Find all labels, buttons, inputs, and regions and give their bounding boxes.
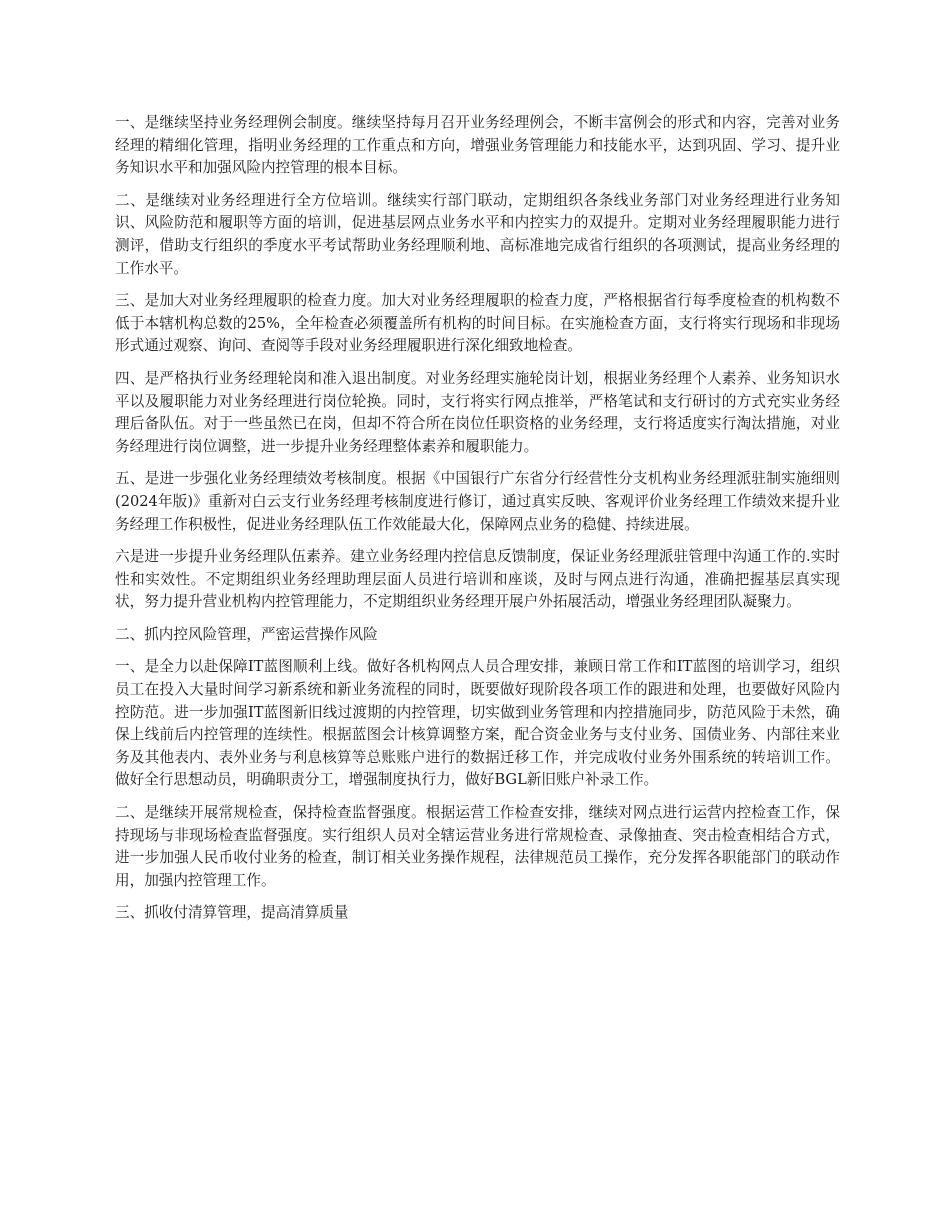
section-heading-clearing: 三、抓收付清算管理，提高清算质量 [115, 904, 349, 922]
paragraph-1: 一、是继续坚持业务经理例会制度。继续坚持每月召开业务经理例会，不断丰富例会的形式和内容，完善对业务经理的精细化管理，指明业务经理的工作重点和方向，增强业务管理能力和技能水平，达到巩固、学习、提升业务知识水平和加强风险内控管理的根本目标。 [115, 114, 840, 177]
paragraph-7: 一、是全力以赴保障IT蓝图顺利上线。做好各机构网点人员合理安排，兼顾日常工作和IT蓝图的培训学习，组织员工在投入大量时间学习新系统和新业务流程的同时，既要做好现阶段各项工作的跟进和处理，也要做好风险内控防范。进一步加强IT蓝图新旧线过渡期的内控管理，切实做到业务管理和内控措施同步，防范风险于未然，确保上线前后内控管理的连续性。根据蓝图会计核算调整方案，配合资金业务与支付业务、国债业务、内部往来业务及其他表内、表外业务与利息核算等总账账户进行的数据迁移工作，并完成收付业务外围系统的转培训工作。做好全行思想动员，明确职责分工，增强制度执行力，做好BGL新旧账户补录工作。 [115, 658, 840, 789]
document-body [115, 112, 840, 935]
paragraph-8: 二、是继续开展常规检查，保持检查监督强度。根据运营工作检查安排，继续对网点进行运营内控检查工作，保持现场与非现场检查监督强度。实行组织人员对全辖运营业务进行常规检查、录像抽查、突击检查相结合方式，进一步加强人民币收付业务的检查，制订相关业务操作规程，法律规范员工操作，充分发挥各职能部门的联动作用，加强内控管理工作。 [115, 804, 840, 889]
paragraph-3: 三、是加大对业务经理履职的检查力度。加大对业务经理履职的检查力度，严格根据省行每季度检查的机构数不低于本辖机构总数的25%，全年检查必须覆盖所有机构的时间目标。在实施检查方面，支行将实行现场和非现场形式通过观察、询问、查阅等手段对业务经理履职进行深化细致地检查。 [115, 292, 840, 355]
paragraph-4: 四、是严格执行业务经理轮岗和准入退出制度。对业务经理实施轮岗计划，根据业务经理个人素养、业务知识水平以及履职能力对业务经理进行岗位轮换。同时，支行将实行网点推举，严格笔试和支行研讨的方式充实业务经理后备队伍。对于一些虽然已在岗，但却不符合所在岗位任职资格的业务经理，支行将适度实行淘汰措施，对业务经理进行岗位调整，进一步提升业务经理整体素养和履职能力。 [115, 369, 840, 455]
paragraph-2: 二、是继续对业务经理进行全方位培训。继续实行部门联动，定期组织各条线业务部门对业务经理进行业务知识、风险防范和履职等方面的培训，促进基层网点业务水平和内控实力的双提升。定期对业务经理履职能力进行测评，借助支行组织的季度水平考试帮助业务经理顺利地、高标准地完成省行组织的各项测试，提高业务经理的工作水平。 [115, 191, 840, 277]
section-heading-internal-control: 二、抓内控风险管理，严密运营操作风险 [115, 625, 378, 643]
paragraph-5: 五、是进一步强化业务经理绩效考核制度。根据《中国银行广东省分行经营性分支机构业务经理派驻制实施细则(2024年版)》重新对白云支行业务经理考核制度进行修订，通过真实反映、客观评价业务经理工作绩效来提升业务经理工作积极性，促进业务经理队伍工作效能最大化，保障网点业务的稳健、持续进展。 [115, 470, 840, 533]
paragraph-6: 六是进一步提升业务经理队伍素养。建立业务经理内控信息反馈制度，保证业务经理派驻管理中沟通工作的.实时性和实效性。不定期组织业务经理助理层面人员进行培训和座谈，及时与网点进行沟通，准确把握基层真实现状，努力提升营业机构内控管理能力，不定期组织业务经理开展户外拓展活动，增强业务经理团队凝聚力。 [115, 548, 840, 611]
